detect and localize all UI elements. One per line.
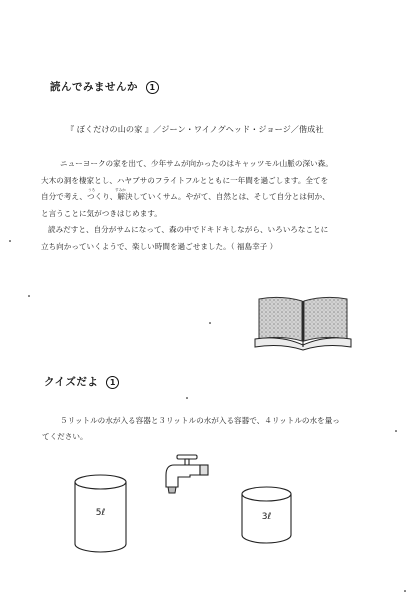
scan-speck xyxy=(9,240,11,242)
review-line-2: 大木の洞を棲家とし、ハヤブサのフライトフルとともに一年間を過ごします。全てを xyxy=(41,175,329,185)
container-5l xyxy=(72,472,129,554)
review-line-4: と言うことに気がつきはじめます。 xyxy=(41,208,162,218)
ruby-uro: うろ xyxy=(88,188,96,192)
container-3l-label: 3ℓ xyxy=(261,512,272,522)
scan-speck xyxy=(404,590,406,592)
quiz-question xyxy=(42,413,340,445)
review-line-1: ニューヨークの家を出て、少年サムが向かったのはキャッツモル山脈の深い森。 xyxy=(60,159,333,168)
review-line-5: 読みだすと、自分がサムになって、森の中でドキドキしながら、いろいろなことに xyxy=(48,225,329,235)
book-title-line xyxy=(66,124,324,135)
scan-speck xyxy=(395,430,397,432)
scan-speck xyxy=(28,295,30,297)
reading-heading-text: 読んでみませんか xyxy=(50,81,138,93)
quiz-heading-text: クイズだよ xyxy=(44,376,99,388)
review-line-6: 立ち向かっていくようで、楽しい時間を過ごせました。（ 福島幸子 ） xyxy=(41,241,278,251)
review-text xyxy=(41,156,333,256)
container-5l-label: 5ℓ xyxy=(95,508,106,518)
book-credit: ／ジーン・ワイノグヘッド・ジョージ／偕成社 xyxy=(153,124,324,134)
quiz-question-line-2: てください。 xyxy=(42,432,88,441)
open-book-icon xyxy=(253,295,353,351)
container-3l xyxy=(239,484,294,545)
scan-speck xyxy=(186,397,188,399)
reading-heading xyxy=(50,79,159,94)
water-faucet-icon xyxy=(160,453,212,495)
scan-speck xyxy=(209,322,211,324)
quiz-heading-number: 1 xyxy=(106,376,119,389)
quiz-heading xyxy=(44,374,119,389)
ruby-sumika: すみか xyxy=(115,188,126,192)
book-title: 『 ぼくだけの山の家 』 xyxy=(66,124,154,134)
review-line-3: 自分で考え、つくり、解決していくサム。やがて、自然とは、そして自分とは何か、 xyxy=(41,192,330,202)
quiz-question-line-1: ５リットルの水が入る容器と３リットルの水が入る容器で、４リットルの水を量っ xyxy=(60,416,340,425)
reading-heading-number: 1 xyxy=(146,81,159,94)
